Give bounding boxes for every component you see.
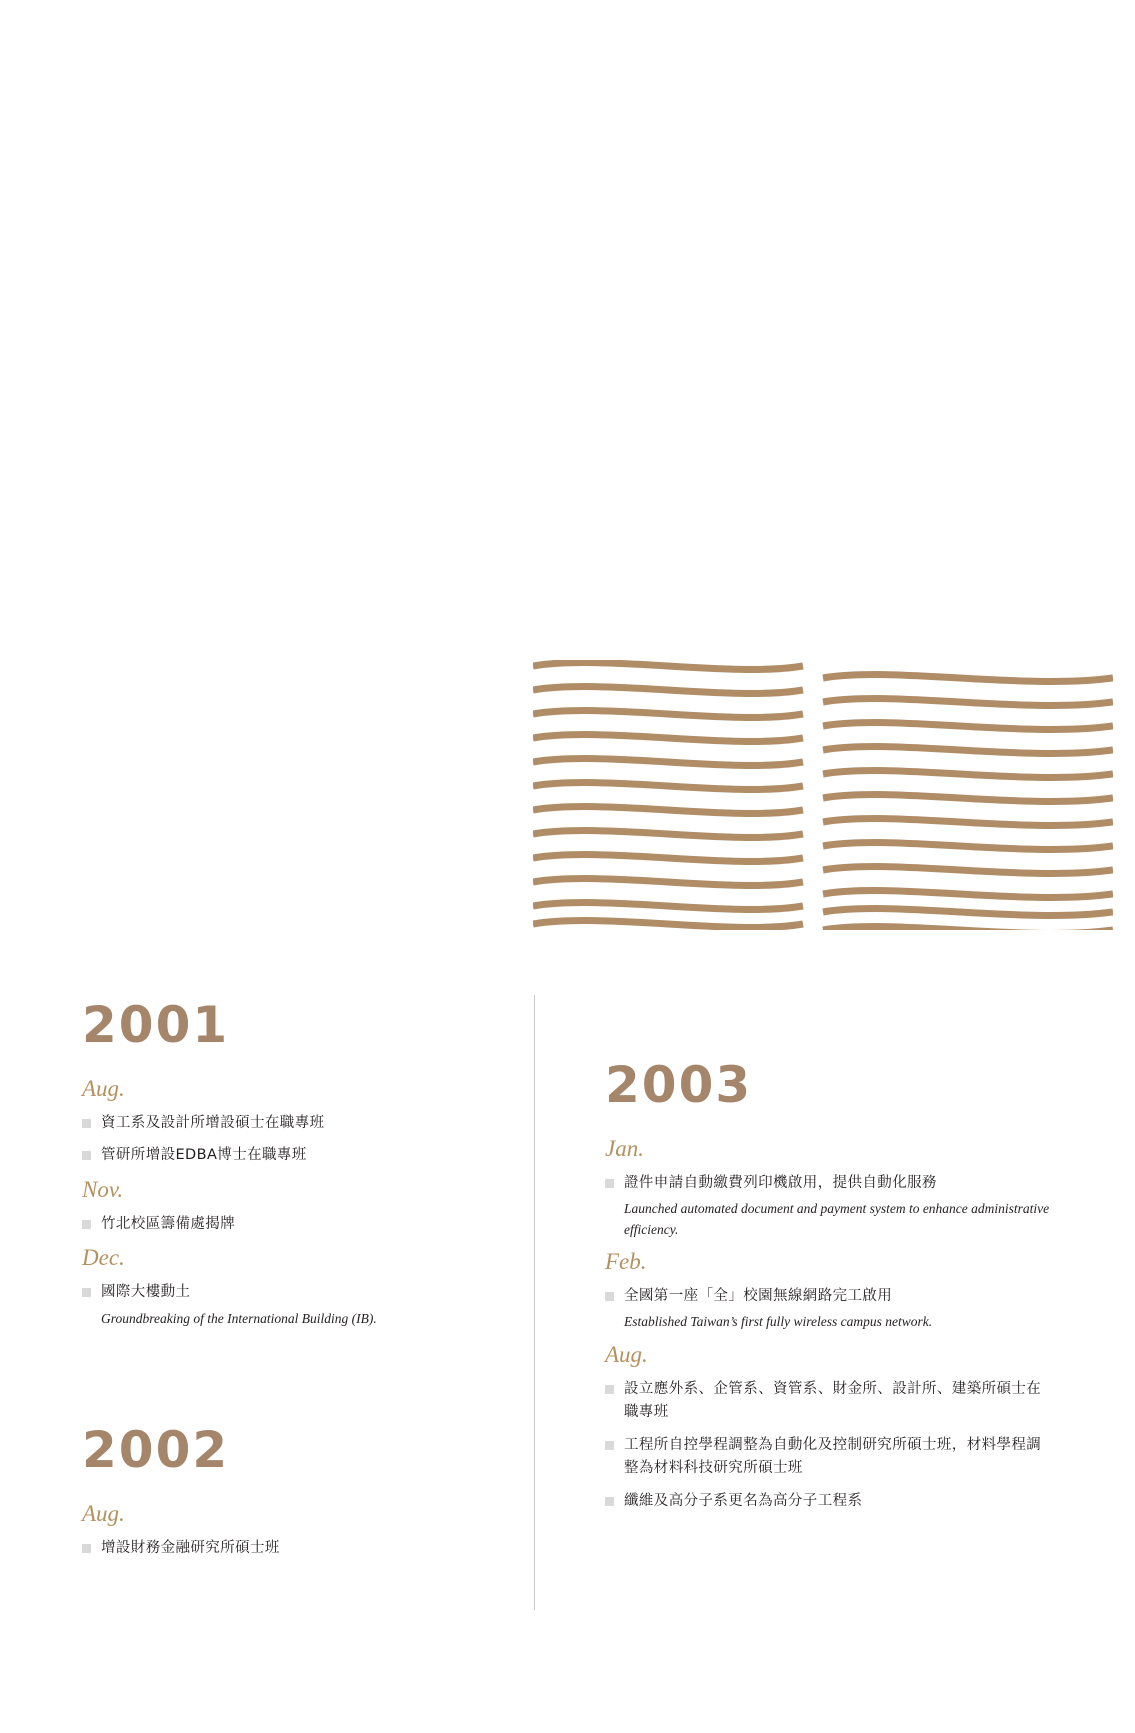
month-block	[82, 1076, 482, 1168]
event-text-en: Launched automated document and payment system to enhance administrative efficiency.	[624, 1201, 1050, 1237]
month-heading: Aug.	[82, 1076, 125, 1101]
event-text-zh: 證件申請自動繳費列印機啟用，提供自動化服務	[624, 1175, 937, 1191]
month-heading: Feb.	[605, 1248, 647, 1274]
event-body	[101, 1112, 482, 1135]
column-divider	[534, 995, 535, 1610]
list-item	[82, 1112, 482, 1135]
event-text-zh: 竹北校區籌備處揭牌	[101, 1215, 236, 1232]
month-block	[605, 1249, 1055, 1333]
event-text-zh: 資工系及設計所增設碩士在職專班	[101, 1115, 325, 1131]
list-item	[82, 1537, 482, 1560]
square-bullet-icon	[605, 1292, 614, 1301]
month-block	[82, 1177, 482, 1236]
month-block	[82, 1501, 482, 1560]
year-heading: 2003	[605, 1056, 753, 1114]
event-body	[101, 1213, 482, 1236]
event-text-zh: 增設財務金融研究所碩士班	[101, 1540, 280, 1557]
event-body	[624, 1285, 1055, 1333]
year-heading: 2001	[82, 996, 230, 1054]
list-item	[82, 1213, 482, 1236]
list-item	[605, 1378, 1055, 1425]
timeline-column-right	[605, 1056, 1055, 1522]
list-item	[605, 1490, 1055, 1513]
event-list	[605, 1285, 1055, 1333]
month-heading: Aug.	[605, 1341, 648, 1367]
list-item	[82, 1281, 482, 1329]
event-list	[82, 1537, 482, 1560]
month-block	[605, 1342, 1055, 1513]
event-body	[101, 1144, 482, 1167]
event-list	[82, 1112, 482, 1168]
month-block	[605, 1136, 1055, 1240]
month-heading: Jan.	[605, 1136, 644, 1161]
list-item	[605, 1285, 1055, 1333]
event-text-zh: 管研所增設EDBA博士在職專班	[101, 1147, 307, 1164]
timeline-year-block	[82, 996, 482, 1329]
wavy-stripes-graphic	[533, 660, 1113, 930]
event-text-zh: 設立應外系、企管系、資管系、財金所、設計所、建築所碩士在職專班	[624, 1380, 1042, 1421]
event-body	[624, 1172, 1055, 1240]
square-bullet-icon	[605, 1179, 614, 1188]
timeline-column-left	[82, 996, 482, 1570]
event-text-zh: 國際大樓動土	[101, 1284, 191, 1301]
list-item	[605, 1172, 1055, 1240]
square-bullet-icon	[82, 1288, 91, 1297]
event-list	[82, 1213, 482, 1236]
event-text-zh: 纖維及高分子系更名為高分子工程系	[624, 1492, 863, 1509]
event-text-zh: 工程所自控學程調整為自動化及控制研究所碩士班，材料學程調整為材料科技研究所碩士班	[624, 1436, 1042, 1477]
event-list	[605, 1172, 1055, 1240]
event-body	[624, 1434, 1055, 1481]
month-block	[82, 1245, 482, 1329]
event-body	[624, 1490, 1055, 1513]
event-list	[605, 1378, 1055, 1513]
event-text-zh: 全國第一座「全」校園無線網路完工啟用	[624, 1287, 893, 1304]
month-heading: Dec.	[82, 1245, 125, 1271]
square-bullet-icon	[605, 1385, 614, 1394]
event-body	[624, 1378, 1055, 1425]
month-heading: Aug.	[82, 1501, 125, 1527]
square-bullet-icon	[82, 1151, 91, 1160]
year-heading: 2002	[82, 1421, 230, 1480]
timeline-year-block	[82, 1421, 482, 1560]
square-bullet-icon	[605, 1441, 614, 1450]
square-bullet-icon	[82, 1220, 91, 1229]
event-body	[101, 1281, 482, 1329]
month-heading: Nov.	[82, 1176, 124, 1202]
event-list	[82, 1281, 482, 1329]
square-bullet-icon	[82, 1119, 91, 1128]
event-text-en: Established Taiwan’s first fully wireless campus network.	[624, 1314, 933, 1330]
list-item	[605, 1434, 1055, 1481]
timeline-year-block	[605, 1056, 1055, 1513]
event-text-en: Groundbreaking of the International Building (IB).	[101, 1310, 377, 1326]
square-bullet-icon	[82, 1544, 91, 1553]
square-bullet-icon	[605, 1497, 614, 1506]
event-body	[101, 1537, 482, 1560]
list-item	[82, 1144, 482, 1167]
